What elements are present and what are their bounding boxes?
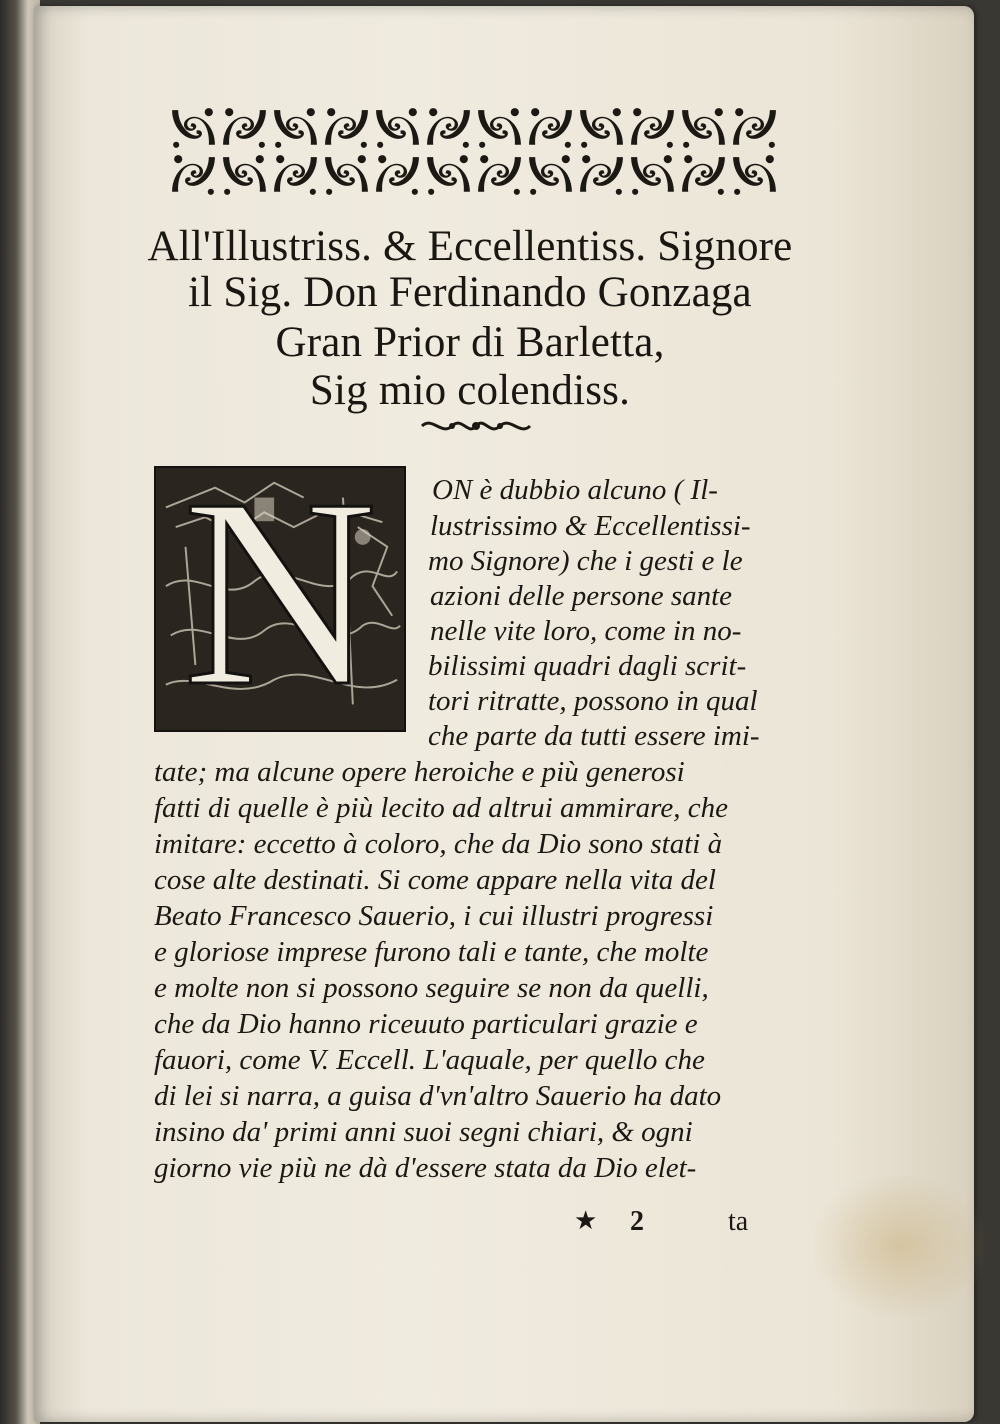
text-line: ON è dubbio alcuno ( Il-: [432, 474, 718, 506]
text-line: imitare: eccetto à coloro, che da Dio sono stati à: [154, 828, 723, 860]
text-line: azioni delle persone sante: [430, 580, 733, 612]
ornament-tile-icon: [729, 104, 780, 151]
text-line: lustrissimo & Eccellentissi-: [430, 510, 751, 542]
ornament-tile-icon: [525, 151, 576, 198]
text-line: e gloriose imprese furono tali e tante, che molte: [154, 936, 709, 968]
ornament-tile-icon: [219, 104, 270, 151]
ornamental-headband: [168, 104, 780, 196]
text-line: cose alte destinati. Si come appare nella vita del: [154, 864, 716, 896]
ornament-tile-icon: [576, 151, 627, 198]
text-line: mo Signore) che i gesti e le: [428, 545, 743, 577]
ornament-tile-icon: [168, 151, 219, 198]
ornament-tile-icon: [474, 104, 525, 151]
text-line: e molte non si possono seguire se non da quelli,: [154, 972, 709, 1004]
woodcut-initial: [154, 466, 406, 732]
ornament-tile-icon: [372, 104, 423, 151]
text-line: tate; ma alcune opere heroiche e più generosi: [154, 756, 685, 788]
ornament-tile-icon: [372, 151, 423, 198]
initial-letter: N: [182, 466, 378, 732]
text-line: nelle vite loro, come in no-: [430, 615, 742, 647]
text-line: di lei si narra, a guisa d'vn'altro Sauerio ha dato: [154, 1080, 722, 1112]
foxing-stain: [814, 1176, 984, 1316]
catchword: ta: [728, 1206, 749, 1237]
ornament-tile-icon: [270, 151, 321, 198]
fleuron-ornament-icon: [418, 414, 534, 438]
page-number: 2: [630, 1206, 644, 1237]
text-line: giorno vie più ne dà d'essere stata da Dio elet-: [154, 1152, 697, 1184]
heading-line-4: Sig mio colendiss.: [309, 367, 631, 414]
text-line: che da Dio hanno riceuuto particulari grazie e: [154, 1008, 698, 1040]
ornament-tile-icon: [678, 104, 729, 151]
ornament-tile-icon: [270, 104, 321, 151]
ornament-tile-icon: [168, 104, 219, 151]
text-line: fauori, come V. Eccell. L'aquale, per quello che: [154, 1044, 705, 1076]
ornament-tile-icon: [678, 151, 729, 198]
text-line: bilissimi quadri dagli scrit-: [428, 650, 747, 682]
text-line: Beato Francesco Sauerio, i cui illustri progressi: [154, 900, 714, 932]
ornament-tile-icon: [627, 151, 678, 198]
ornament-tile-icon: [474, 151, 525, 198]
text-line: che parte da tutti essere imi-: [428, 720, 760, 752]
text-line: tori ritratte, possono in qual: [428, 685, 758, 717]
ornament-tile-icon: [219, 151, 270, 198]
ornament-tile-icon: [729, 151, 780, 198]
heading-line-3: Gran Prior di Barletta,: [275, 319, 665, 366]
heading-line-1: All'Illustriss. & Eccellentiss. Signore: [147, 223, 793, 270]
signature-mark: ★: [574, 1206, 598, 1235]
heading-line-2: il Sig. Don Ferdinando Gonzaga: [188, 269, 752, 316]
ornament-tile-icon: [576, 104, 627, 151]
ornament-tile-icon: [423, 104, 474, 151]
ornament-tile-icon: [321, 151, 372, 198]
ornament-tile-icon: [423, 151, 474, 198]
ornament-tile-icon: [321, 104, 372, 151]
ornament-tile-icon: [525, 104, 576, 151]
text-line: fatti di quelle è più lecito ad altrui ammirare, che: [154, 792, 728, 824]
ornament-tile-icon: [627, 104, 678, 151]
text-line: insino da' primi anni suoi segni chiari, & ogni: [154, 1116, 693, 1148]
